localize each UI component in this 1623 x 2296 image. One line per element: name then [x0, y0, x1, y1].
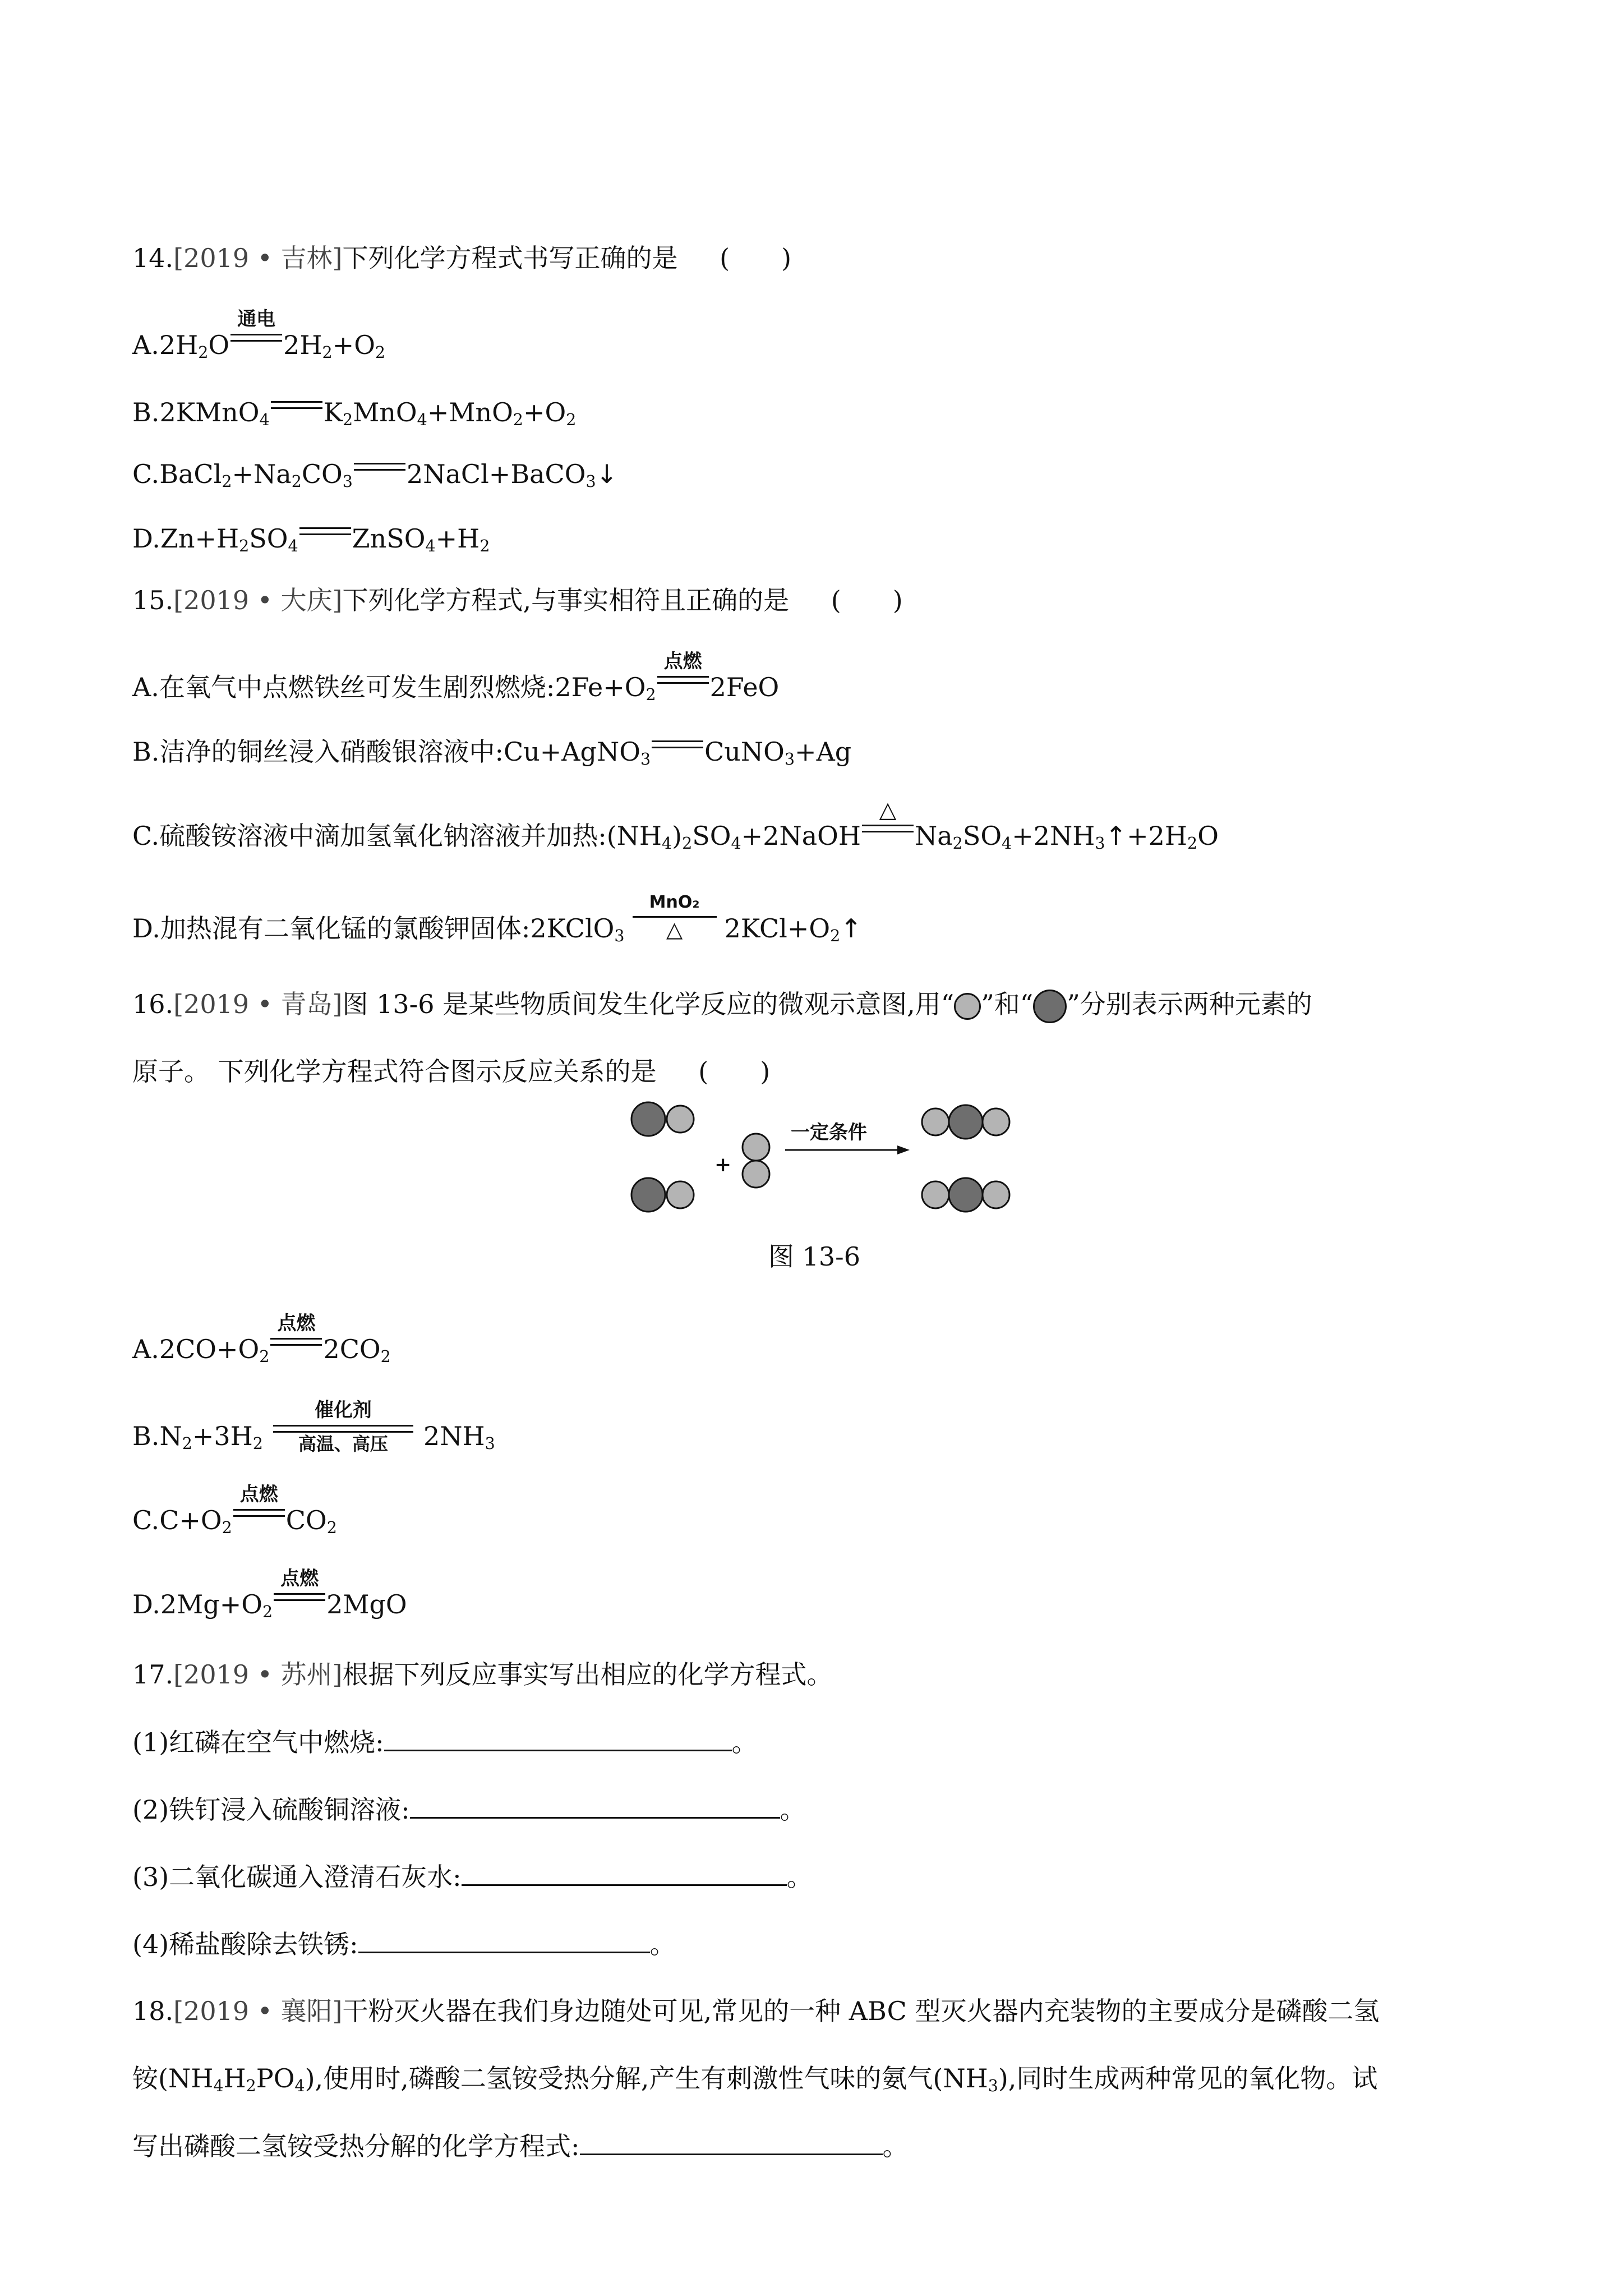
- eq-condition: 点燃: [657, 674, 709, 696]
- answer-blank[interactable]: [410, 1792, 780, 1819]
- q16-option-b[interactable]: $B.N_2+3H_2$ 催化剂 高温、高压 $2NH_3$: [132, 1399, 495, 1455]
- eq-condition: MnO₂ △: [633, 915, 717, 937]
- q14-option-c[interactable]: $C.BaCl_2+Na_2CO_3$ 2NaCl+BaCO$_3$↓: [132, 459, 618, 491]
- figure-caption: 图 13-6: [768, 1241, 860, 1272]
- q16-stem-line2: 原子。 下列化学方程式符合图示反应关系的是 ( ): [132, 1056, 771, 1087]
- q15-stem: 15.[2019 • 大庆]下列化学方程式,与事实相符且正确的是 ( ): [132, 585, 903, 615]
- q15-answer-paren[interactable]: ( ): [831, 585, 903, 615]
- small-atom: [983, 1181, 1009, 1208]
- down-arrow-icon: ↓: [596, 459, 618, 489]
- q16-option-a[interactable]: $A.2CO+O_2$ 点燃 $2CO_2$: [132, 1312, 391, 1366]
- up-arrow-icon: ↑: [840, 913, 862, 944]
- plus-sign: +: [714, 1153, 732, 1176]
- q17-item-4: (4)稀盐酸除去铁锈: 。: [132, 1927, 676, 1961]
- q18-tag: [2019 • 襄阳]: [173, 1996, 343, 2026]
- small-atom: [667, 1181, 694, 1208]
- up-arrow-icon: ↑: [1105, 821, 1127, 851]
- small-atom: [743, 1161, 769, 1188]
- eq-condition: △: [862, 822, 914, 845]
- q16-tag: [2019 • 青岛]: [173, 989, 343, 1019]
- small-atom-icon: [954, 993, 981, 1020]
- large-atom: [949, 1178, 983, 1212]
- eq-condition: 点燃: [233, 1507, 285, 1529]
- answer-blank[interactable]: [358, 1927, 650, 1953]
- q14-answer-paren[interactable]: ( ): [720, 243, 792, 273]
- q15-option-b[interactable]: B.洁净的铜丝浸入硝酸银溶液中:Cu+AgNO$_3$ CuNO$_3$+Ag: [132, 737, 852, 769]
- eq-condition: 催化剂 高温、高压: [273, 1423, 413, 1445]
- q17-item-2: (2)铁钉浸入硫酸铜溶液: 。: [132, 1792, 806, 1826]
- small-atom: [922, 1108, 949, 1135]
- eq-condition: 点燃: [274, 1591, 325, 1613]
- q16-answer-paren[interactable]: ( ): [698, 1056, 771, 1087]
- q14-option-b[interactable]: B.2KMnO$_4$ $K_2MnO_4+MnO_2+O_2$: [132, 397, 577, 430]
- small-atom: [922, 1181, 949, 1208]
- answer-blank[interactable]: [384, 1725, 732, 1751]
- q16-stem-line1: 16.[2019 • 青岛]图 13-6 是某些物质间发生化学反应的微观示意图,用“ ”和“ ”分别表示两种元素的: [132, 987, 1312, 1023]
- q18-line1: 18.[2019 • 襄阳]干粉灭火器在我们身边随处可见,常见的一种 ABC 型灭火器内充装物的主要成分是磷酸二氢: [132, 1996, 1380, 2026]
- q15-option-c[interactable]: C.硫酸铵溶液中滴加氢氧化钠溶液并加热$:(NH_4)_2SO_4+2NaOH$ △ $Na_2SO_4+2NH_3↑+2H_2O$: [132, 797, 1219, 853]
- large-atom: [949, 1105, 983, 1139]
- large-atom: [631, 1102, 665, 1136]
- reaction-diagram: [617, 1094, 1021, 1223]
- eq-sign: [299, 525, 351, 547]
- small-atom: [743, 1134, 769, 1161]
- small-atom: [667, 1106, 694, 1133]
- q18-line3: 写出磷酸二氢铵受热分解的化学方程式: 。: [132, 2129, 909, 2163]
- q16-option-c[interactable]: $C.C+O_2$ 点燃 $CO_2$: [132, 1483, 337, 1538]
- q15-option-a[interactable]: A.在氧气中点燃铁丝可发生剧烈燃烧$:2Fe+O_2$ 点燃 2FeO: [132, 650, 780, 705]
- small-atom: [983, 1108, 1009, 1135]
- answer-blank[interactable]: [462, 1860, 787, 1886]
- q16-option-d[interactable]: $D.2Mg+O_2$ 点燃 2MgO: [132, 1567, 407, 1622]
- answer-blank[interactable]: [580, 2129, 883, 2155]
- eq-condition: 通电: [230, 332, 282, 354]
- q14-stem: 14.[2019 • 吉林]下列化学方程式书写正确的是 ( ): [132, 243, 792, 273]
- q18-line2: 铵$(NH_4H_2PO_4)$,使用时,磷酸二氢铵受热分解,产生有刺激性气味的氨气$(NH_3)$,同时生成两种常见的氧化物。试: [132, 2063, 1378, 2096]
- large-atom: [631, 1178, 665, 1212]
- q17-item-3: (3)二氧化碳通入澄清石灰水: 。: [132, 1860, 813, 1894]
- q14-option-a[interactable]: $A.2H_2O$ 通电 $2H_2+O_2$: [132, 308, 386, 362]
- eq-condition: 点燃: [270, 1336, 322, 1358]
- q14-tag: [2019 • 吉林]: [173, 243, 343, 273]
- arrow-label: 一定条件: [791, 1121, 867, 1144]
- q15-tag: [2019 • 大庆]: [173, 585, 343, 615]
- eq-sign: [652, 738, 703, 761]
- large-atom-icon: [1033, 990, 1067, 1023]
- arrow-head-icon: [897, 1145, 910, 1154]
- q14-option-d[interactable]: $D.Zn+H_2SO_4$ $ZnSO_4+H_2$: [132, 523, 490, 556]
- q17-item-1: (1)红磷在空气中燃烧: 。: [132, 1725, 758, 1759]
- q17-stem: 17.[2019 • 苏州]根据下列反应事实写出相应的化学方程式。: [132, 1659, 833, 1690]
- q17-tag: [2019 • 苏州]: [173, 1659, 343, 1690]
- eq-sign: [354, 461, 405, 483]
- eq-sign: [271, 399, 322, 421]
- q15-option-d[interactable]: D.加热混有二氧化锰的氯酸钾固体:2KClO$_3$ MnO₂ △ $2KCl+O_2↑$: [132, 892, 862, 946]
